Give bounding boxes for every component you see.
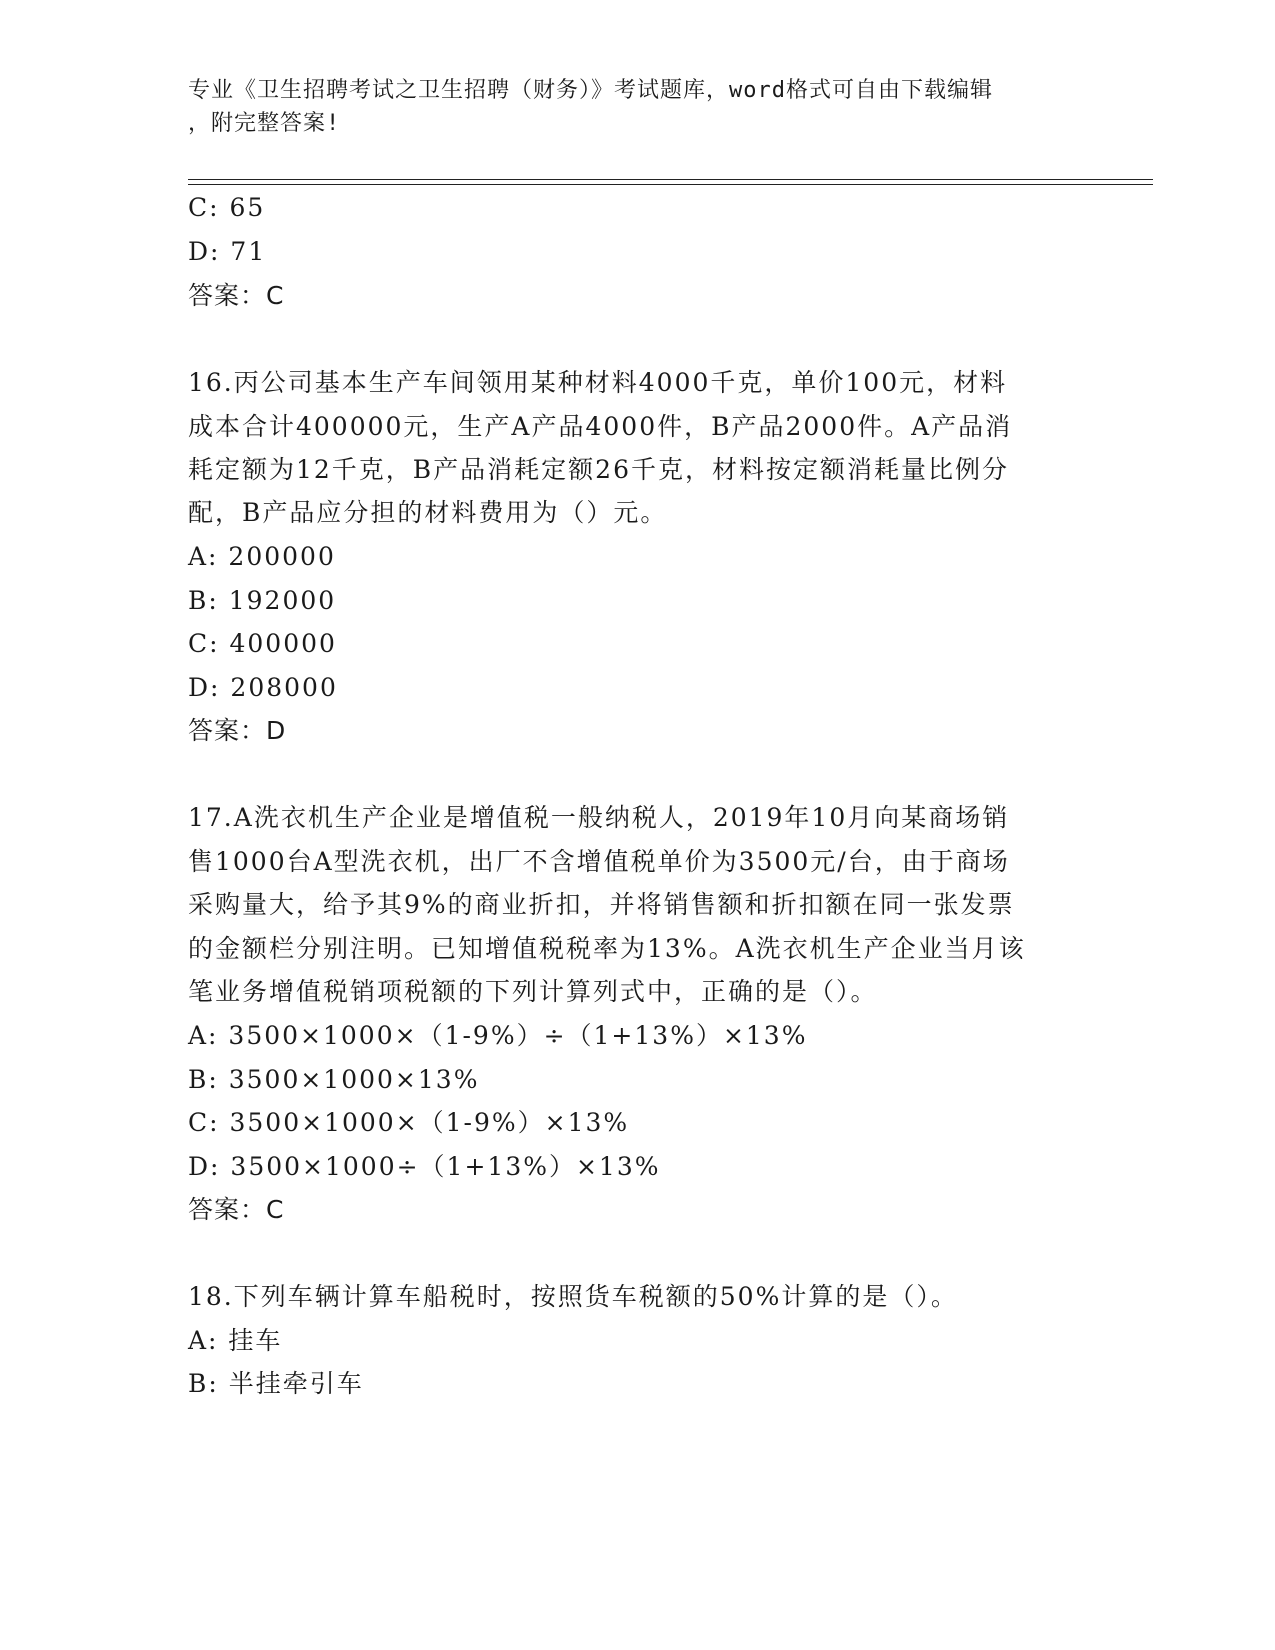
q16-option-a: A: 200000 (188, 542, 336, 571)
q18-option-b: B: 半挂牵引车 (188, 1369, 364, 1398)
q17-stem-line-2: 售1000台A型洗衣机，出厂不含增值税单价为3500元/台，由于商场 (188, 847, 1010, 876)
header-rule-top (188, 179, 1153, 180)
q18-stem-line-1: 18.下列车辆计算车船税时，按照货车税额的50%计算的是（）。 (188, 1282, 958, 1311)
q15-answer: 答案：C (188, 281, 285, 310)
q16-stem-line-2: 成本合计400000元，生产A产品4000件，B产品2000件。A产品消 (188, 412, 1013, 441)
q15-option-d: D: 71 (188, 237, 267, 266)
q17-option-c: C: 3500×1000×（1-9%）×13% (188, 1108, 630, 1137)
q16-stem-line-4: 配，B产品应分担的材料费用为（）元。 (188, 498, 668, 527)
page-header (188, 74, 1088, 140)
q16-option-d: D: 208000 (188, 673, 338, 702)
q17-stem-line-1: 17.A洗衣机生产企业是增值税一般纳税人，2019年10月向某商场销 (188, 803, 1010, 832)
q17-option-a: A: 3500×1000×（1-9%）÷（1+13%）×13% (188, 1021, 808, 1050)
q17-stem-line-4: 的金额栏分别注明。已知增值税税率为13%。A洗衣机生产企业当月该 (188, 934, 1026, 963)
header-line-2: ，附完整答案! (188, 111, 341, 136)
q16-answer: 答案：D (188, 716, 287, 745)
q17-answer: 答案：C (188, 1195, 285, 1224)
q15-option-c: C: 65 (188, 193, 266, 222)
q16-option-b: B: 192000 (188, 586, 337, 615)
q18-option-a: A: 挂车 (188, 1326, 283, 1355)
q17-option-d: D: 3500×1000÷（1+13%）×13% (188, 1152, 661, 1181)
header-line-1: 专业《卫生招聘考试之卫生招聘（财务）》考试题库，word格式可自由下载编辑 (188, 78, 993, 103)
q16-stem-line-1: 16.丙公司基本生产车间领用某种材料4000千克，单价100元，材料 (188, 368, 1008, 397)
q16-option-c: C: 400000 (188, 629, 337, 658)
header-rule-bottom (188, 184, 1153, 185)
q17-option-b: B: 3500×1000×13% (188, 1065, 480, 1094)
q16-stem-line-3: 耗定额为12千克，B产品消耗定额26千克，材料按定额消耗量比例分 (188, 455, 1009, 484)
q17-stem-line-3: 采购量大，给予其9%的商业折扣，并将销售额和折扣额在同一张发票 (188, 890, 1015, 919)
q17-stem-line-5: 笔业务增值税销项税额的下列计算列式中，正确的是（）。 (188, 977, 878, 1006)
